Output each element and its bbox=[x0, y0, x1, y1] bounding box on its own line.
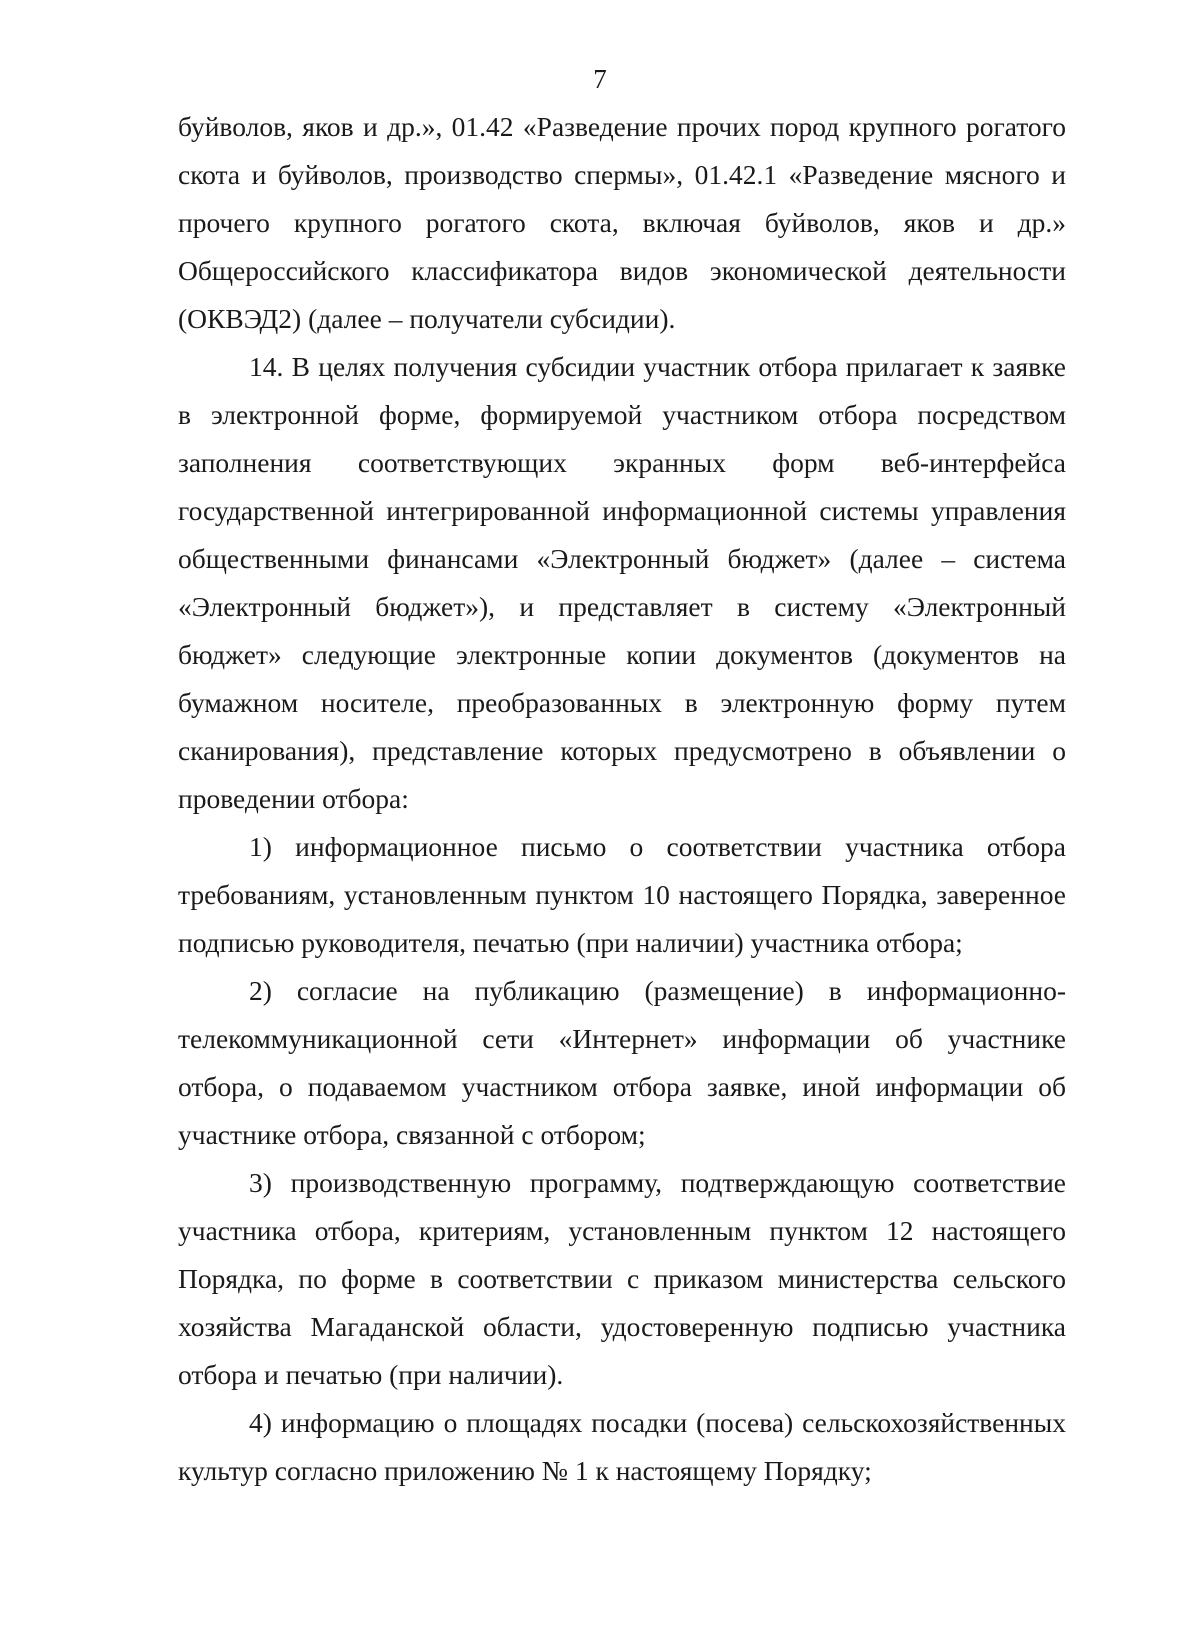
page-number: 7 bbox=[593, 64, 607, 94]
paragraph-subitem-3: 3) производственную программу, подтверждающую соответствие участника отбора, критериям, установленным пунктом 12 настоящего Порядка, по форме в соответствии с приказом министерства сельского хозяйства Магаданской области, удостоверенную подписью участника отбора и печатью (при наличии). bbox=[178, 1167, 1066, 1390]
paragraph-okved-continuation: буйволов, яков и др.», 01.42 «Разведение прочих пород крупного рогатого скота и буйволов, производство спермы», 01.42.1 «Разведение мясного и прочего крупного рогатого скота, включая буйволов, яков и др.» Общероссийского классификатора видов экономической деятельности (ОКВЭД2) (далее – получатели субсидии). bbox=[178, 111, 1066, 334]
paragraph-subitem-2: 2) согласие на публикацию (размещение) в информационно-телекоммуникационной сети «Интернет» информации об участнике отбора, о подаваемом участником отбора заявке, иной информации об участнике отбора, связанной с отбором; bbox=[178, 975, 1066, 1150]
paragraph-subitem-1: 1) информационное письмо о соответствии участника отбора требованиям, установленным пунктом 10 настоящего Порядка, заверенное подписью руководителя, печатью (при наличии) участника отбора; bbox=[178, 831, 1066, 958]
paragraph-subitem-4: 4) информацию о площадях посадки (посева) сельскохозяйственных культур согласно приложению № 1 к настоящему Порядку; bbox=[178, 1407, 1066, 1486]
paragraph-item-14: 14. В целях получения субсидии участник отбора прилагает к заявке в электронной форме, формируемой участником отбора посредством заполнения соответствующих экранных форм веб-интерфейса государственной интегрированной информационной системы управления общественными финансами «Электронный бюджет» (далее – система «Электронный бюджет»), и представляет в систему «Электронный бюджет» следующие электронные копии документов (документов на бумажном носителе, преобразованных в электронную форму путем сканирования), представление которых предусмотрено в объявлении о проведении отбора: bbox=[178, 351, 1066, 814]
document-body bbox=[178, 103, 1066, 1495]
